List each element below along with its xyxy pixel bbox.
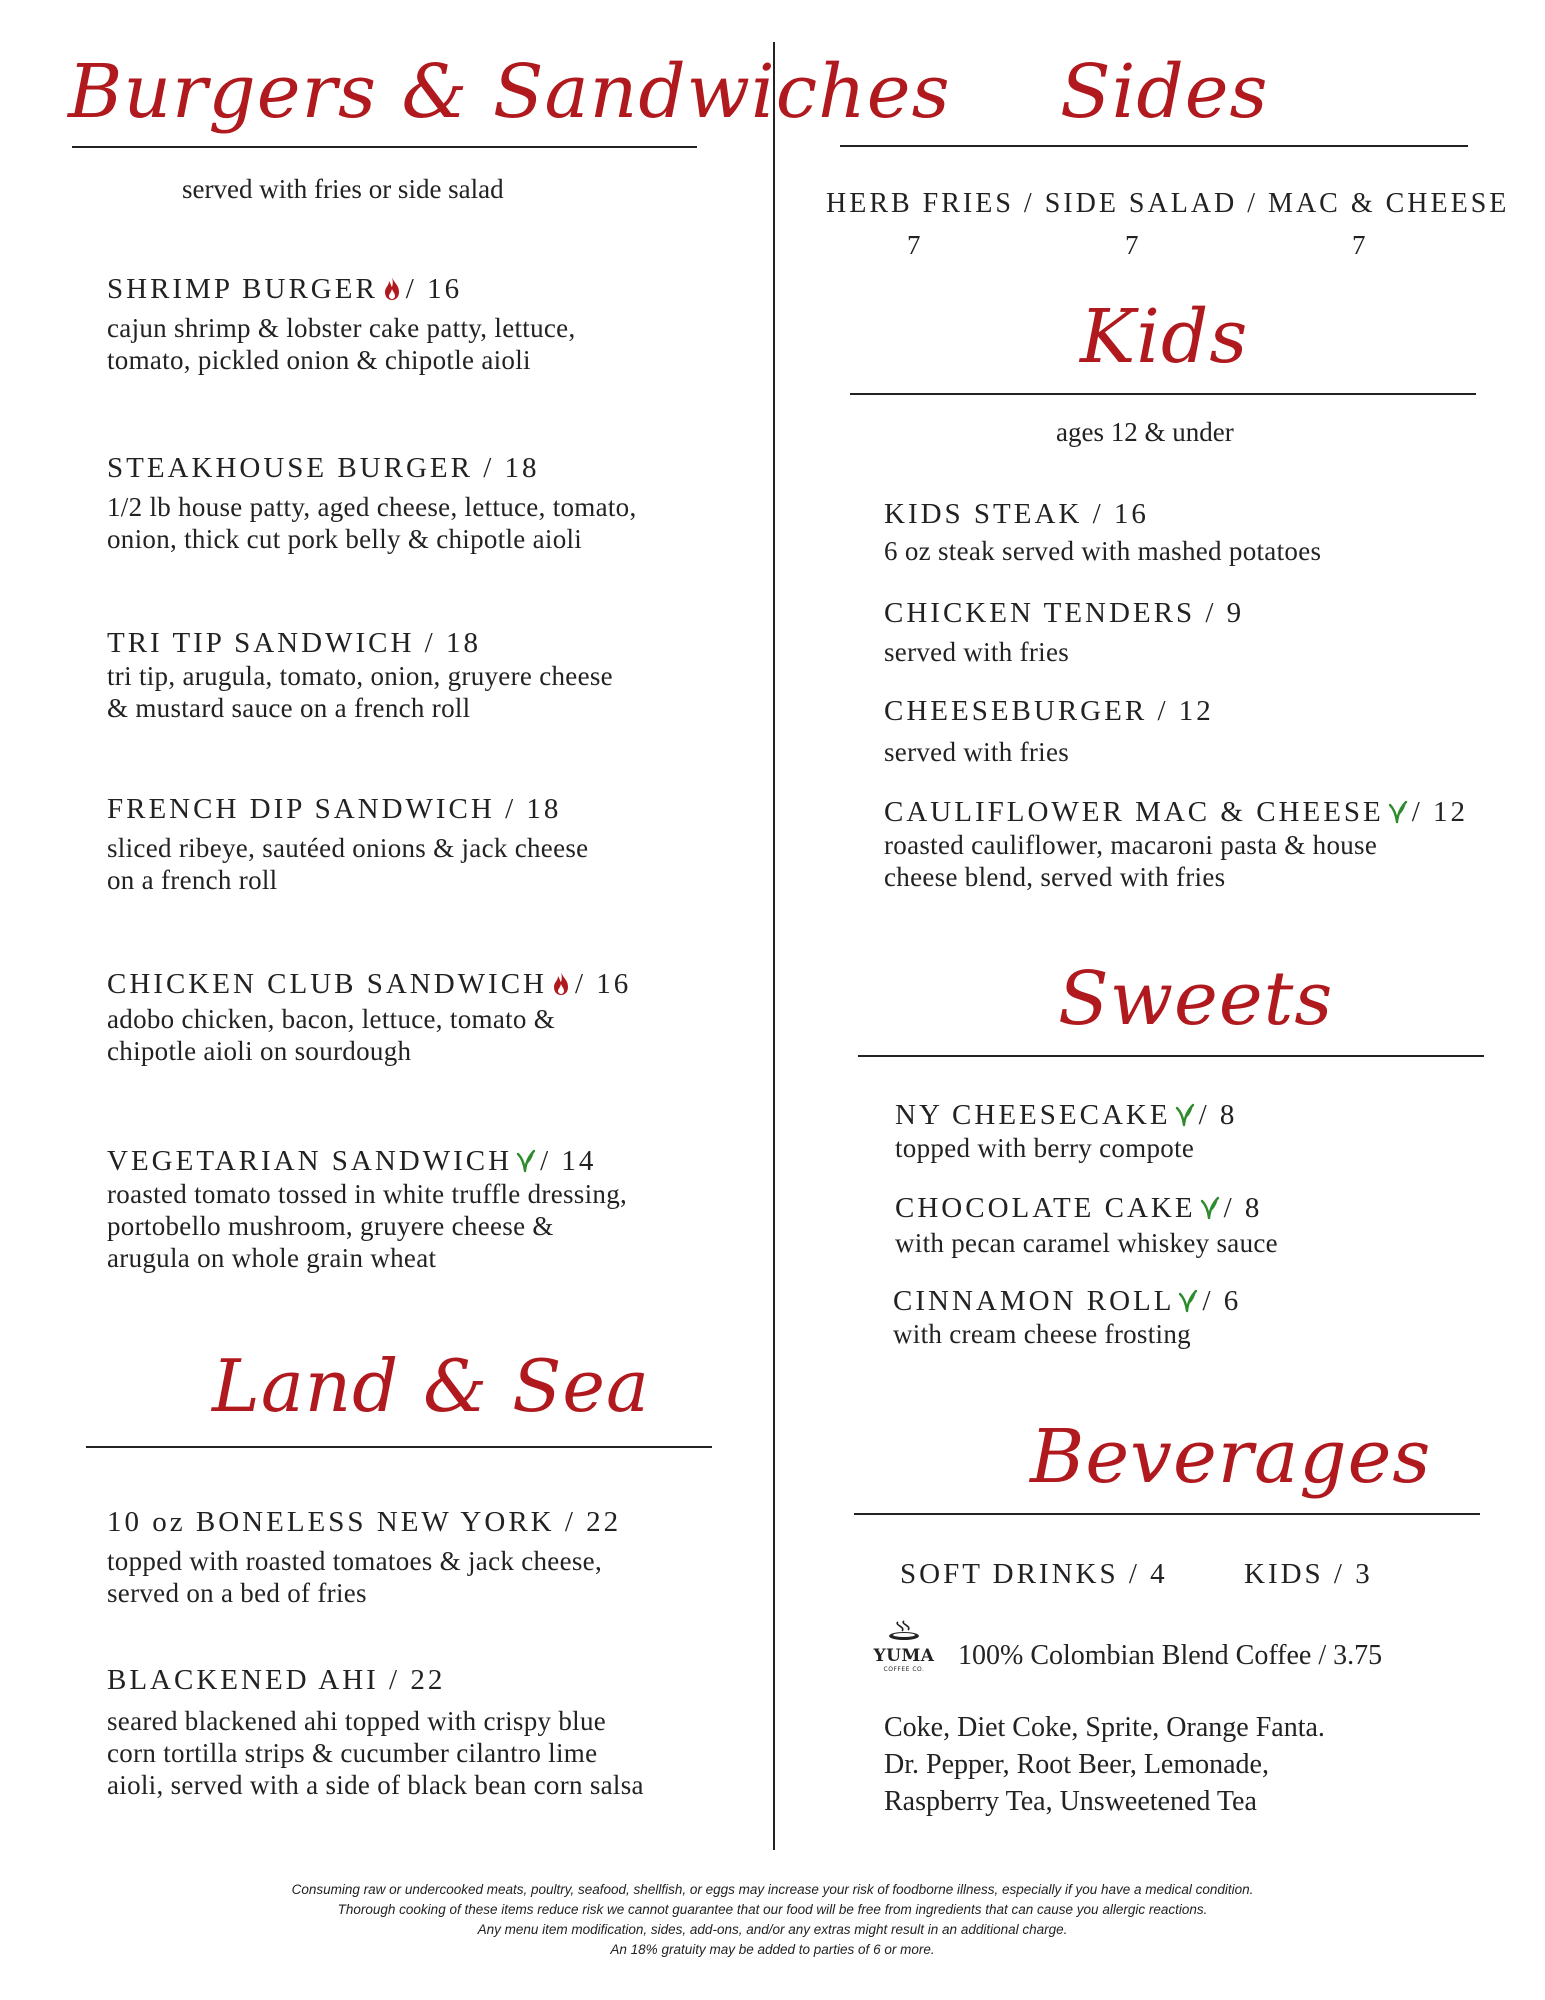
section-title-sweets: Sweets [1058,956,1334,1042]
menu-item [893,1284,1241,1350]
item-description: with pecan caramel whiskey sauce [895,1228,1278,1258]
flame-icon [382,275,402,301]
item-price: / 18 [483,452,540,484]
leaf-icon [1178,1287,1198,1313]
item-description: with cream cheese frosting [893,1319,1191,1349]
item-name: FRENCH DIP SANDWICH [107,793,495,825]
menu-item [884,795,1468,893]
item-price: / 14 [540,1145,597,1177]
item-description: topped with berry compote [895,1133,1195,1163]
item-title [884,497,1321,531]
menu-item [107,451,637,555]
leaf-icon [1175,1101,1195,1127]
coffee-item: 100% Colombian Blend Coffee / 3.75 [958,1640,1383,1671]
burgers-note: served with fries or side salad [182,174,504,204]
item-title [107,1663,644,1697]
item-title [107,1505,621,1539]
item-name: CHICKEN CLUB SANDWICH [107,968,547,1000]
menu-item [107,272,576,376]
menu-item [884,694,1214,768]
item-description: seared blackened ahi topped with crispy blue corn tortilla strips & cucumber cilantro lime aioli, served with a side of black bean corn salsa [107,1706,644,1800]
side-price: 7 [907,230,921,260]
item-description: 6 oz steak served with mashed potatoes [884,536,1322,566]
item-name: KIDS STEAK [884,498,1083,530]
item-description: sliced ribeye, sautéed onions & jack cheese on a french roll [107,833,589,895]
item-description: served with fries [884,637,1070,667]
item-name: NY CHEESECAKE [895,1099,1171,1131]
coffee-cup-icon [884,1620,924,1642]
item-name: STEAKHOUSE BURGER [107,452,473,484]
item-title [107,451,637,485]
section-title-sides: Sides [1060,49,1269,135]
item-title [107,1144,627,1178]
item-title [884,596,1244,630]
item-description: served with fries [884,737,1070,767]
section-rule [72,146,697,148]
item-price: / 16 [575,968,632,1000]
section-title-beverages: Beverages [1030,1414,1432,1500]
column-divider [773,42,775,1850]
side-price: 7 [1352,230,1366,260]
item-name: SHRIMP BURGER [107,273,378,305]
soda-list: Coke, Diet Coke, Sprite, Orange Fanta. Dr. Pepper, Root Beer, Lemonade, Raspberry Tea, Unsweetened Tea [884,1712,1325,1817]
item-title [884,795,1468,829]
menu-item [884,497,1321,567]
item-price: / 6 [1202,1285,1242,1317]
item-description: tri tip, arugula, tomato, onion, gruyere cheese & mustard sauce on a french roll [107,661,613,723]
section-rule [86,1446,712,1448]
section-title-kids: Kids [1080,294,1249,380]
leaf-icon [1200,1194,1220,1220]
yuma-coffee-logo [870,1620,938,1682]
item-name: CHICKEN TENDERS [884,597,1196,629]
item-price: / 16 [1092,498,1149,530]
item-title [893,1284,1241,1318]
item-title [884,694,1214,728]
item-price: / 22 [389,1664,446,1696]
section-rule [850,393,1476,395]
kids-drinks-price: KIDS / 3 [1244,1558,1373,1590]
item-description: roasted cauliflower, macaroni pasta & house cheese blend, served with fries [884,830,1378,892]
menu-item [107,792,588,896]
item-name: CAULIFLOWER MAC & CHEESE [884,796,1384,828]
item-price: / 22 [564,1506,622,1538]
section-rule [840,145,1468,147]
item-name: 10 oz BONELESS NEW YORK [107,1506,555,1538]
item-description: roasted tomato tossed in white truffle dressing, portobello mushroom, gruyere cheese & arugula on whole grain wheat [107,1179,628,1273]
item-name: CHOCOLATE CAKE [895,1192,1196,1224]
item-title [895,1191,1278,1225]
leaf-icon [1388,798,1408,824]
kids-note: ages 12 & under [1056,417,1234,447]
menu-item [107,1144,627,1274]
item-price: / 18 [424,627,481,659]
item-price: / 8 [1223,1192,1263,1224]
menu-item [107,1505,621,1609]
item-description: cajun shrimp & lobster cake patty, lettuce, tomato, pickled onion & chipotle aioli [107,313,576,375]
item-price: / 8 [1198,1099,1238,1131]
item-name: VEGETARIAN SANDWICH [107,1145,513,1177]
item-description: topped with roasted tomatoes & jack cheese, served on a bed of fries [107,1546,602,1608]
item-name: CINNAMON ROLL [893,1285,1175,1317]
section-rule [858,1055,1484,1057]
logo-wordmark: YUMA [873,1646,935,1666]
item-description: 1/2 lb house patty, aged cheese, lettuce, tomato, onion, thick cut pork belly & chipotle aioli [107,492,637,554]
item-price: / 18 [505,793,562,825]
item-title [107,272,576,306]
item-title [107,792,588,826]
item-name: BLACKENED AHI [107,1664,379,1696]
footer-disclaimer: Consuming raw or undercooked meats, poultry, seafood, shellfish, or eggs may increase your risk of foodborne illness, especially if you have a medical condition. Thorough cooking of these items reduce risk we cannot guarantee that our food will be free from ingredients that can cause you allergic reactions. Any menu item modification, sides, add-ons, and/or any extras might result in an additional charge. An 18% gratuity may be added to parties of 6 or more. [291,1882,1254,1957]
menu-item [107,1663,644,1801]
menu-item [895,1098,1237,1164]
item-title [107,626,613,660]
item-price: / 12 [1157,695,1214,727]
item-name: CHEESEBURGER [884,695,1148,727]
section-title-land-sea: Land & Sea [212,1344,650,1428]
menu-item [107,626,613,724]
item-title [107,967,631,1001]
logo-subtext: COFFEE CO. [883,1666,925,1673]
leaf-icon [516,1147,536,1173]
item-name: TRI TIP SANDWICH [107,627,415,659]
menu-item [107,967,631,1067]
flame-icon [551,970,571,996]
item-price: / 16 [405,273,463,305]
item-title [895,1098,1237,1132]
item-price: / 12 [1411,796,1469,828]
section-title-burgers: Burgers & Sandwiches [68,49,951,135]
side-price: 7 [1125,230,1139,260]
section-rule [854,1513,1480,1515]
soft-drinks-price: SOFT DRINKS / 4 [900,1558,1168,1590]
item-description: adobo chicken, bacon, lettuce, tomato & chipotle aioli on sourdough [107,1004,556,1066]
menu-item [884,596,1244,668]
sides-list: HERB FRIES / SIDE SALAD / MAC & CHEESE [826,188,1510,219]
item-price: / 9 [1205,597,1245,629]
menu-item [895,1191,1278,1259]
